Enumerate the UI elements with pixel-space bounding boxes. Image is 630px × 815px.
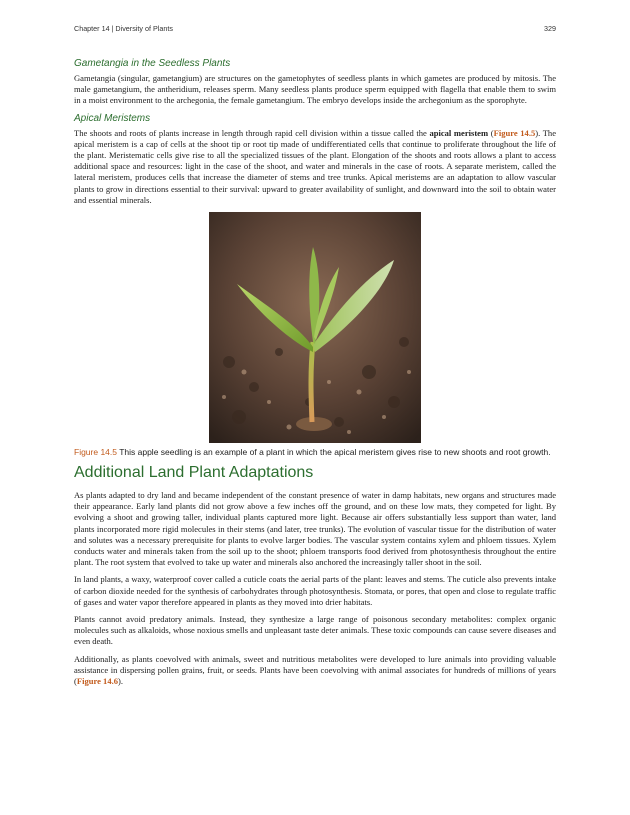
page-number: 329 <box>544 24 556 33</box>
page-content <box>74 58 556 693</box>
section-heading-apical-meristems: Apical Meristems <box>74 112 151 124</box>
paragraph-apical-meristems: The shoots and roots of plants increase in length through rapid cell division within a tissue called the apical meristem (Figure 14.5). The apical meristem is a cap of cells at the shoot tip or root tip made of undifferentiated cells that continue to proliferate throughout the life of the plant. Meristematic cells give rise to all the specialized tissues of the plant. Elongation of the shoots and roots allows a plant to access additional space and resources: light in the case of the shoot, and water and minerals in the case of roots. A separate meristem, called the lateral meristem, produces cells that increase the diameter of stems and tree trunks. Apical meristems are an adaptation to allow vascular plants to grow in directions essential to their survival: upward to greater availability of sunlight, and downward into the soil to obtain water and essential minerals. <box>74 127 556 205</box>
figure-label: Figure 14.5 <box>74 447 117 458</box>
figure-link-14-6[interactable]: Figure 14.6 <box>76 676 119 687</box>
paragraph-adaptations-4: Additionally, as plants coevolved with animals, sweet and nutritious metabolites were developed to lure animals into providing valuable assistance in dispersing pollen grains, fruit, or seeds. Plants have been coevolving with animal associates for hundreds of millions of years (Figure 14.6). <box>74 653 556 687</box>
paragraph-gametangia: Gametangia (singular, gametangium) are structures on the gametophytes of seedless plants in which gametes are produced by mitosis. The male gametangium, the antheridium, releases sperm. Many seedless plants produce sperm equipped with flagella that enable them to swim in a moist environment to the archegonia, the female gametangium. The embryo develops inside the archegonium as the sporophyte. <box>74 73 556 106</box>
figure-caption: Figure 14.5 This apple seedling is an example of a plant in which the apical meristem gives rise to new shoots and root growth. <box>74 447 551 458</box>
chapter-title: Chapter 14 | Diversity of Plants <box>74 24 173 33</box>
term-apical-meristem: apical meristem <box>429 127 489 138</box>
figure-link-14-5[interactable]: Figure 14.5 <box>493 127 536 138</box>
paragraph-adaptations-3: Plants cannot avoid predatory animals. Instead, they synthesize a large range of poisonous secondary metabolites: complex organic molecules such as alkaloids, whose noxious smells and unpleasant taste deter animals. These toxic compounds can cause severe diseases and even death. <box>74 614 556 647</box>
section-heading-land-plant-adaptations: Additional Land Plant Adaptations <box>74 464 314 482</box>
paragraph-adaptations-1: As plants adapted to dry land and became independent of the constant presence of water in damp habitats, new organs and structures made their appearance. Early land plants did not grow above a few inches off the ground, and on these low mats, they competed for light. By evolving a shoot and growing taller, individual plants captured more light. Because air offers substantially less support than water, land plants incorporated more rigid molecules in their stems (and later, tree trunks). The evolution of vascular tissue for the distribution of water and solutes was a necessary prerequisite for plants to evolve larger bodies. The vascular system contains xylem and phloem tissues. Xylem conducts water and minerals taken from the soil up to the shoot; phloem transports food derived from photosynthesis throughout the entire plant. The root system that evolved to take up water and minerals also anchored the increasingly taller shoot in the soil. <box>74 490 556 568</box>
figure-14-5 <box>74 212 556 443</box>
page-header <box>74 24 556 33</box>
seedling-photo <box>209 212 421 443</box>
paragraph-adaptations-2: In land plants, a waxy, waterproof cover called a cuticle coats the aerial parts of the plant: leaves and stems. The cuticle also prevents intake of carbon dioxide needed for the synthesis of carbohydrates through photosynthesis. Stomata, or pores, that open and close to regulate traffic of gases and water vapor therefore appeared in plants as they moved into drier habitats. <box>74 574 556 607</box>
section-heading-gametangia: Gametangia in the Seedless Plants <box>74 58 231 69</box>
